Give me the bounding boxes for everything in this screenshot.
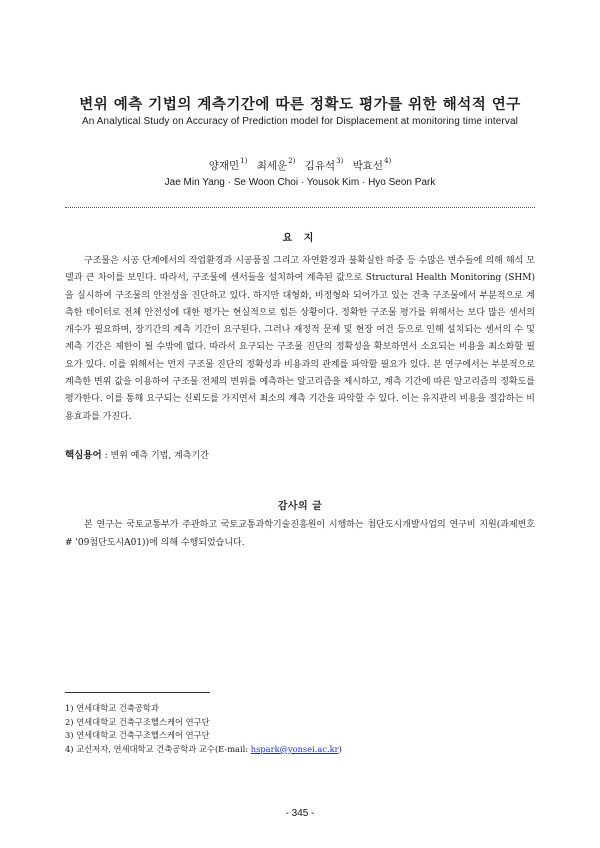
author-email-link[interactable]: hspark@yonsei.ac.kr	[250, 743, 339, 754]
footnote-divider	[65, 692, 210, 693]
footnote-text: 4) 교신저자, 연세대학교 건축공학과 교수(E-mail:	[65, 743, 251, 754]
footnote-item	[65, 729, 535, 743]
keywords-line	[65, 447, 535, 465]
abstract-heading: 요 지	[282, 233, 318, 244]
footnote-item	[65, 702, 535, 716]
keywords-label: 핵심용어	[65, 450, 102, 461]
author-affiliation-mark: 3)	[336, 157, 344, 165]
author-name: 김유석	[304, 160, 336, 172]
acknowledgement-body: 본 연구는 국토교통부가 주관하고 국토교통과학기술진흥원이 시행하는 첨단도시개발사업의 연구비 지원(과제번호# '09첨단도시A01))에 의해 수행되었습니다.	[65, 520, 535, 548]
author-affiliation-mark: 2)	[288, 157, 296, 165]
author-name: 양재민	[208, 160, 240, 172]
author-name: 최세운	[256, 160, 288, 172]
header-dotted-divider	[65, 207, 535, 208]
page-number: - 345 -	[285, 808, 315, 819]
acknowledgement-heading: 감사의 글	[277, 501, 323, 512]
author-affiliation-mark: 4)	[384, 157, 392, 165]
paper-title-english: An Analytical Study on Accuracy of Prediction model for Displacement at monitoring time interval	[82, 116, 518, 127]
footnote-text: 2) 연세대학교 건축구조헬스케어 연구단	[65, 716, 210, 727]
footnote-item	[65, 716, 535, 730]
footnote-tail: )	[338, 743, 342, 754]
author-list-english: Jae Min Yang · Se Woon Choi · Yousok Kim · Hyo Seon Park	[164, 177, 436, 188]
author-list-korean	[0, 158, 600, 173]
footnote-list	[65, 702, 535, 756]
footnote-text: 3) 연세대학교 건축구조헬스케어 연구단	[65, 730, 210, 741]
paper-title-korean: 변위 예측 기법의 계측기간에 따른 정확도 평가를 위한 해석적 연구	[79, 97, 521, 113]
footnote-item	[65, 743, 535, 757]
author-name: 박효선	[352, 160, 384, 172]
keywords-text: 변위 예측 기법, 계측기간	[110, 451, 209, 461]
keywords-separator: :	[101, 451, 111, 461]
footnote-text: 1) 연세대학교 건축공학과	[65, 703, 159, 713]
author-affiliation-mark: 1)	[240, 157, 248, 165]
abstract-body: 구조물은 시공 단계에서의 작업환경과 시공품질 그리고 자연환경과 불확실한 하중 등 수많은 변수들에 의해 해석 모델과 큰 차이를 보인다. 따라서, 구조물에 센서들을 설치하여 계측된 값으로 Structural Health Monitoring (SHM)을 실시하여 구조물의 안전성을 진단하고 있다. 하지만 대형화, 비정형화 되어가고 있는 건축 구조물에서 부분적으로 계측한 데이터로 전체 안전성에 대한 평가는 현실적으로 힘든 상황이다. 정확한 구조물 평가를 위해서는 보다 많은 센서의 개수가 필요하며, 장기간의 계측 기간이 요구된다. 그러나 재정적 문제 및 현장 여건 등으로 인해 설치되는 센서의 수 및 계측 기간은 제한이 될 수밖에 없다. 따라서 요구되는 구조물 진단의 정확성을 확보하면서 소요되는 비용을 최소화할 필요가 있다. 이를 위해서는 먼저 구조물 진단의 정확성과 비용과의 관계를 파악할 필요가 있다. 본 연구에서는 부분적으로 계측한 변위 값을 이용하여 구조물 전체의 변위를 예측하는 알고리즘을 제시하고, 계측 기간에 따른 알고리즘의 정확도를 평가한다. 이를 통해 요구되는 신뢰도를 가지면서 최소의 계측 기간을 파악할 수 있다. 이는 유지관리 비용을 절감하는 비용효과를 가진다.	[65, 256, 535, 422]
